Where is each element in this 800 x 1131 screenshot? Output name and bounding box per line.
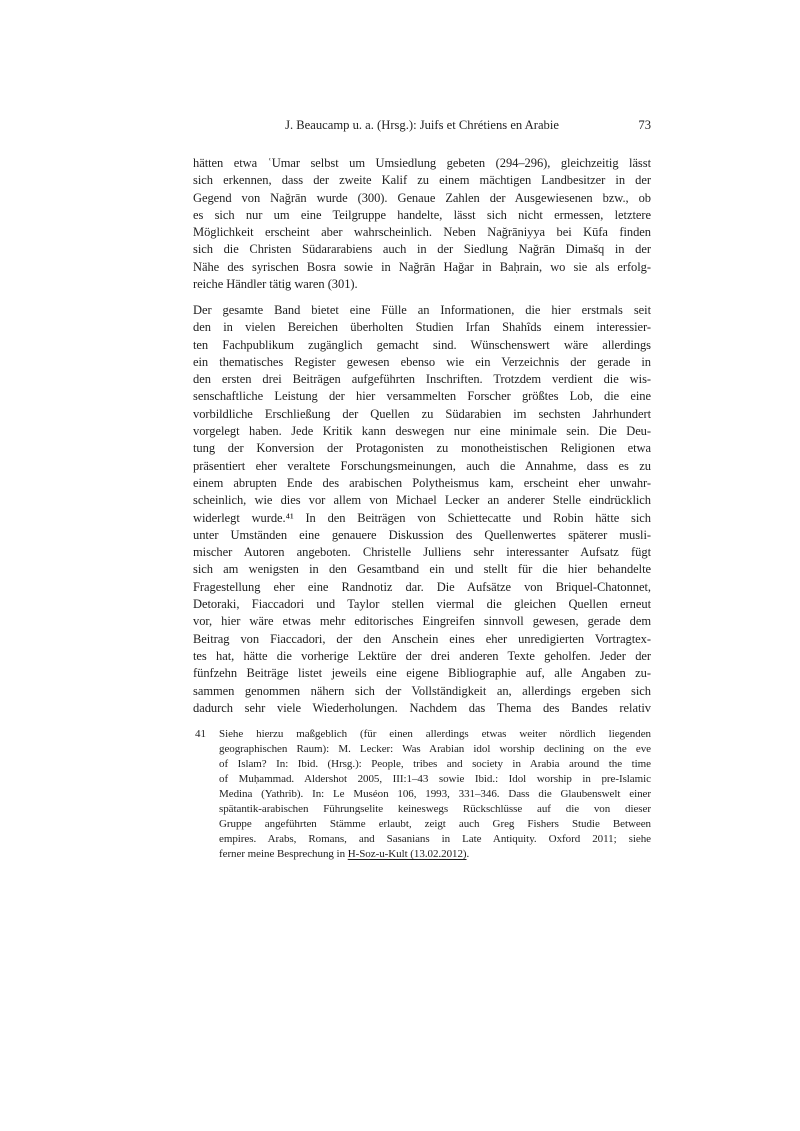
text-line: den ersten drei Beiträgen aufgeführten Inschriften. Trotzdem verdient die wis-	[193, 372, 651, 387]
text-line: mischer Autoren angeboten. Christelle Julliens sehr interessanter Aufsatz fügt	[193, 545, 651, 560]
body-paragraph-review	[193, 302, 651, 717]
text-line: vor, hier wäre etwas mehr editorisches Eingreifen sinnvoll gewesen, gerade dem	[193, 614, 651, 629]
text-line: Gruppe angeführten Stämme erlaubt, zeigt auch Greg Fishers Studie Between	[219, 818, 651, 830]
footnote-last-line-prefix: ferner meine Besprechung in	[219, 848, 348, 860]
running-title: J. Beaucamp u. a. (Hrsg.): Juifs et Chrétiens en Arabie	[285, 118, 559, 132]
text-line: Nähe des syrischen Bosra sowie in Nağrān Hağar in Baḥrain, wo sie als erfolg-	[193, 259, 651, 274]
text-line: sammen genommen nähern sich der Vollständigkeit an, allerdings ergeben sich	[193, 683, 651, 698]
text-line: Siehe hierzu maßgeblich (für einen allerdings etwas weiter nördlich liegenden	[219, 728, 651, 740]
footnote-last-line-suffix: .	[466, 848, 470, 860]
text-line: Gegend von Nağrān wurde (300). Genaue Zahlen der Ausgewiesenen bzw., ob	[193, 190, 651, 205]
text-line: sich die Christen Südararabiens auch in der Siedlung Nağrān Dimašq in der	[193, 242, 651, 257]
text-line: sich erkennen, dass der zweite Kalif zu einem mächtigen Landbesitzer in der	[193, 173, 651, 188]
text-line: of Muḥammad. Aldershot 2005, III:1–43 sowie Ibid.: Idol worship in pre-Islamic	[219, 773, 651, 785]
text-line: hätten etwa ʿUmar selbst um Umsiedlung gebeten (294–296), gleichzeitig lässt	[193, 156, 651, 170]
text-line: tes hat, hätte die vorherige Lektüre der drei anderen Texte geholfen. Jeder der	[193, 648, 651, 663]
page-number: 73	[638, 118, 651, 132]
page-header	[193, 117, 651, 134]
text-line: dadurch sehr viele Wiederholungen. Nachdem das Thema des Bandes relativ	[193, 700, 651, 715]
body-paragraph-continuation	[193, 155, 651, 293]
text-line: of Islam? In: Ibid. (Hrsg.): People, tribes and society in Arabia around the time	[219, 758, 651, 770]
text-line: reiche Händler tätig waren (301).	[193, 277, 358, 292]
text-line: fünfzehn Beiträge listet jeweils eine eigene Bibliographie auf, alle Angaben zu-	[193, 666, 651, 681]
text-line: vorbildliche Erschließung der Quellen zu Südarabien im sechsten Jahrhundert	[193, 406, 651, 421]
text-line: präsentiert eher veraltete Forschungsmeinungen, auch die Annahme, dass es zu	[193, 458, 651, 473]
text-line: Medina (Yathrib). In: Le Muséon 106, 1993, 331–346. Dass die Glaubenswelt einer	[219, 788, 651, 800]
footnote-last-line	[219, 847, 651, 862]
text-line: senschaftliche Leistung der hier versammelten Forscher größtes Lob, die eine	[193, 389, 651, 404]
text-line: spätantik-arabischen Führungselite keineswegs Rückschlüsse auf die von dieser	[219, 803, 651, 815]
text-line: widerlegt wurde.⁴¹ In den Beiträgen von Schiettecatte und Robin hätte sich	[193, 510, 651, 525]
footnote-link[interactable]: H-Soz-u-Kult (13.02.2012)	[347, 848, 467, 860]
text-line: Fragestellung eher eine Randnotiz dar. Die Aufsätze von Briquel-Chatonnet,	[193, 579, 651, 594]
footnote-number: 41	[195, 728, 206, 740]
text-line: Möglichkeit erscheint aber wahrscheinlich. Neben Nağrāniyya bei Kūfa finden	[193, 225, 651, 240]
text-line: tung der Konversion der Protagonisten zu monotheistischen Religionen etwa	[193, 441, 651, 456]
text-line: einem abrupten Ende des arabischen Polytheismus kam, erscheint eher unwahr-	[193, 475, 651, 490]
text-line: ten Fachpublikum zugänglich gemacht sind. Wünschenswert wäre allerdings	[193, 337, 651, 352]
text-line: Beitrag von Fiaccadori, der den Anschein eines eher unredigierten Vortragtex-	[193, 631, 651, 646]
footnote-lines	[219, 727, 651, 847]
text-line: Der gesamte Band bietet eine Fülle an Informationen, die hier erstmals seit	[193, 303, 651, 317]
text-line: unter Umständen eine genauere Diskussion des Quellenwertes späterer musli-	[193, 527, 651, 542]
text-line: empires. Arabs, Romans, and Sasanians in Late Antiquity. Oxford 2011; siehe	[219, 833, 651, 845]
text-line: es sich nur um eine Teilgruppe handelte, lässt sich nicht ermessen, letztere	[193, 207, 651, 222]
text-line: sich am wenigsten in den Gesamtband ein und stellt für die hier behandelte	[193, 562, 651, 577]
text-line: den in vielen Bereichen überholten Studien Irfan Shahîds einem interessier-	[193, 320, 651, 335]
text-line: scheinlich, wie dies vor allem von Michael Lecker an anderer Stelle eindrücklich	[193, 493, 651, 508]
text-line: ein thematisches Register gewesen ebenso wie ein Verzeichnis der gerade in	[193, 354, 651, 369]
footnote-body	[219, 727, 651, 862]
text-line: Detoraki, Fiaccadori und Taylor stellen viermal die gleichen Quellen erneut	[193, 597, 651, 612]
footnote-block	[193, 727, 651, 862]
text-line: vorgelegt haben. Jede Kritik kann deswegen nur eine minimale sein. Die Deu-	[193, 424, 651, 439]
text-line: geographischen Raum): M. Lecker: Was Arabian idol worship declining on the eve	[219, 743, 651, 755]
